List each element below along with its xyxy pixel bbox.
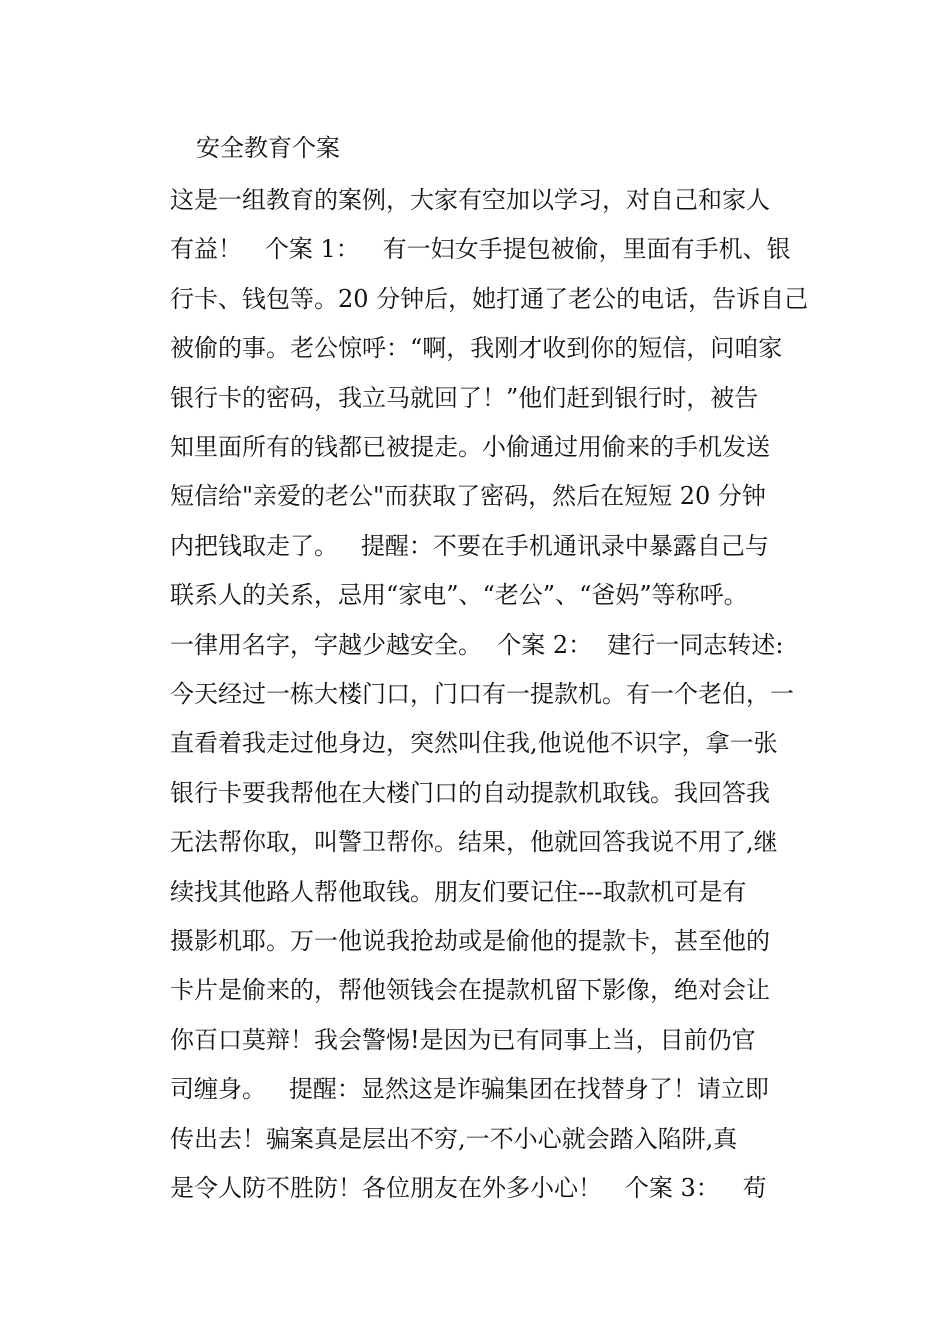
body-line: 续找其他路人帮他取钱。朋友们要记住---取款机可是有 <box>170 877 747 906</box>
body-line: 无法帮你取，叫警卫帮你。结果，他就回答我说不用了,继 <box>170 828 778 857</box>
body-line: 你百口莫辩！我会警惕!是因为已有同事上当，目前仍官 <box>170 1025 756 1054</box>
body-line: 短信给"亲爱的老公"而获取了密码，然后在短短 20 分钟 <box>170 482 766 511</box>
body-line: 有益！ 个案 1： 有一妇女手提包被偷，里面有手机、银 <box>170 235 791 264</box>
body-line: 被偷的事。老公惊呼：“啊，我刚才收到你的短信，问咱家 <box>170 334 783 363</box>
body-line: 联系人的关系，忌用“家电”、“老公”、“爸妈”等称呼。 <box>170 581 748 610</box>
body-line: 银行卡的密码，我立马就回了！”他们赶到银行时，被告 <box>170 383 759 412</box>
body-line: 这是一组教育的案例，大家有空加以学习，对自己和家人 <box>170 186 770 214</box>
body-line: 内把钱取走了。 提醒：不要在手机通讯录中暴露自己与 <box>170 531 769 560</box>
body-line: 今天经过一栋大楼门口，门口有一提款机。有一个老伯，一 <box>170 680 794 708</box>
body-line: 是令人防不胜防！各位朋友在外多小心！ 个案 3： 苟 <box>170 1174 767 1202</box>
body-line: 卡片是偷来的，帮他领钱会在提款机留下影像，绝对会让 <box>170 976 770 1005</box>
body-line: 传出去！骗案真是层出不穷,一不小心就会踏入陷阱,真 <box>170 1124 738 1153</box>
body-line: 直看着我走过他身边，突然叫住我,他说他不识字，拿一张 <box>170 729 778 758</box>
body-line: 摄影机耶。万一他说我抢劫或是偷他的提款卡，甚至他的 <box>170 927 770 955</box>
body-line: 司缠身。 提醒：显然这是诈骗集团在找替身了！请立即 <box>170 1075 769 1104</box>
body-line: 一律用名字，字越少越安全。 个案 2： 建行一同志转述: <box>170 630 784 659</box>
document-title: 安全教育个案 <box>196 134 340 162</box>
body-line: 知里面所有的钱都已被提走。小偷通过用偷来的手机发送 <box>170 433 770 461</box>
body-line: 银行卡要我帮他在大楼门口的自动提款机取钱。我回答我 <box>170 778 770 807</box>
body-line: 行卡、钱包等。20 分钟后，她打通了老公的电话，告诉自己 <box>170 284 809 313</box>
